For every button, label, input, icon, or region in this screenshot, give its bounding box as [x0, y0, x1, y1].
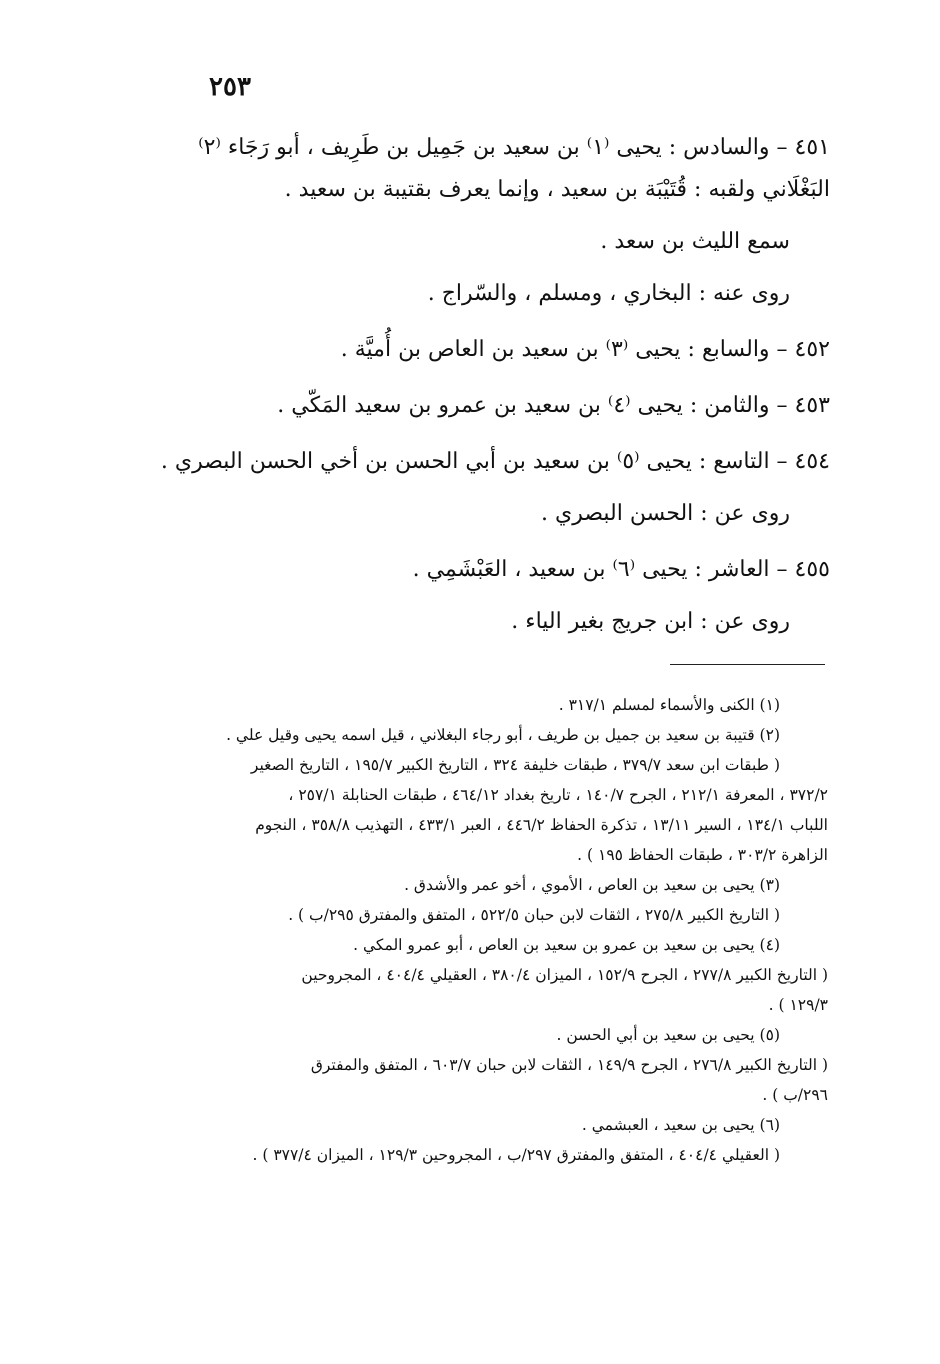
footnote-6: (٦) يحيى بن سعيد ، العبشمي .: [581, 1116, 780, 1134]
footnote-5-refs-line-2: ٢٩٦/ب ) .: [762, 1086, 828, 1104]
footnote-3-refs: ( التاريخ الكبير ٢٧٥/٨ ، الثقات لابن حبان ٥٢٢/٥ ، المتفق والمفترق ٢٩٥/ب ) .: [288, 906, 780, 924]
footnote-5-refs-line-1: ( التاريخ الكبير ٢٧٦/٨ ، الجرح ١٤٩/٩ ، الثقات لابن حبان ٦٠٣/٧ ، المتفق والمفترق: [310, 1056, 828, 1074]
footnote-separator: [670, 664, 825, 665]
entry-455-narrated-from: روى عن : ابن جريج بغير الياء .: [511, 609, 790, 634]
footnote-3: (٣) يحيى بن سعيد بن العاص ، الأموي ، أخو عمر والأشدق .: [404, 876, 780, 894]
entry-451-narrated-by: روى عنه : البخاري ، ومسلم ، والسّراج .: [427, 281, 790, 306]
footnote-4-refs-line-2: ١٢٩/٣ ) .: [768, 996, 828, 1014]
main-text: [160, 130, 830, 640]
page-number: ٢٥٣: [209, 72, 251, 102]
footnote-2-refs-line-1: ( طبقات ابن سعد ٣٧٩/٧ ، طبقات خليفة ٣٢٤ ، التاريخ الكبير ١٩٥/٧ ، التاريخ الصغير: [250, 756, 780, 774]
footnote-6-refs: ( العقيلي ٤٠٤/٤ ، المتفق والمفترق ٢٩٧/ب ، المجروحين ١٢٩/٣ ، الميزان ٣٧٧/٤ ) .: [252, 1146, 780, 1164]
footnote-2-refs-line-4: الزاهرة ٣٠٣/٢ ، طبقات الحفاظ ١٩٥ ) .: [577, 846, 828, 864]
entry-453-line-1: ٤٥٣ – والثامن : يحيى ⁽٤⁾ بن سعيد بن عمرو بن سعيد المَكّي .: [277, 393, 830, 418]
footnote-5: (٥) يحيى بن سعيد بن أبي الحسن .: [556, 1026, 780, 1044]
footnote-4-refs-line-1: ( التاريخ الكبير ٢٧٧/٨ ، الجرح ١٥٢/٩ ، الميزان ٣٨٠/٤ ، العقيلي ٤٠٤/٤ ، المجروحين: [301, 966, 828, 984]
footnote-4: (٤) يحيى بن سعيد بن عمرو بن سعيد بن العاص ، أبو عمرو المكي .: [353, 936, 780, 954]
entry-451-line-2: البَغْلَاني ولقبه : قُتَيْبَة بن سعيد ، وإنما يعرف بقتيبة بن سعيد .: [284, 177, 830, 202]
footnote-1: (١) الكنى والأسماء لمسلم ٣١٧/١ .: [558, 696, 780, 714]
entry-451-line-1: ٤٥١ – والسادس : يحيى ⁽١⁾ بن سعيد بن جَمِيل بن طَرِيف ، أبو رَجَاء ⁽٢⁾: [198, 135, 830, 160]
entry-452-line-1: ٤٥٢ – والسابع : يحيى ⁽٣⁾ بن سعيد بن العاص بن أُميَّة .: [340, 337, 830, 362]
footnote-2-refs-line-3: اللباب ١٣٤/١ ، السير ١٣/١١ ، تذكرة الحفاظ ٤٤٦/٢ ، العبر ٤٣٣/١ ، التهذيب ٣٥٨/٨ ، النجوم: [255, 816, 828, 834]
entry-454-line-1: ٤٥٤ – التاسع : يحيى ⁽٥⁾ بن سعيد بن أبي الحسن بن أخي الحسن البصري .: [160, 449, 830, 474]
entry-451-heard-from: سمع الليث بن سعد .: [600, 229, 790, 254]
footnote-2-refs-line-2: ٣٧٢/٢ ، المعرفة ٢١٢/١ ، الجرح ١٤٠/٧ ، تاريخ بغداد ٤٦٤/١٢ ، طبقات الحنابلة ٢٥٧/١ ،: [288, 786, 828, 804]
footnote-2: (٢) قتيبة بن سعيد بن جميل بن طريف ، أبو رجاء البغلاني ، قيل اسمه يحيى وقيل علي .: [226, 726, 780, 744]
entry-455-line-1: ٤٥٥ – العاشر : يحيى ⁽٦⁾ بن سعيد ، العَبْشَمِي .: [412, 557, 830, 582]
entry-454-narrated-from: روى عن : الحسن البصري .: [541, 501, 790, 526]
footnotes: [163, 690, 828, 1170]
